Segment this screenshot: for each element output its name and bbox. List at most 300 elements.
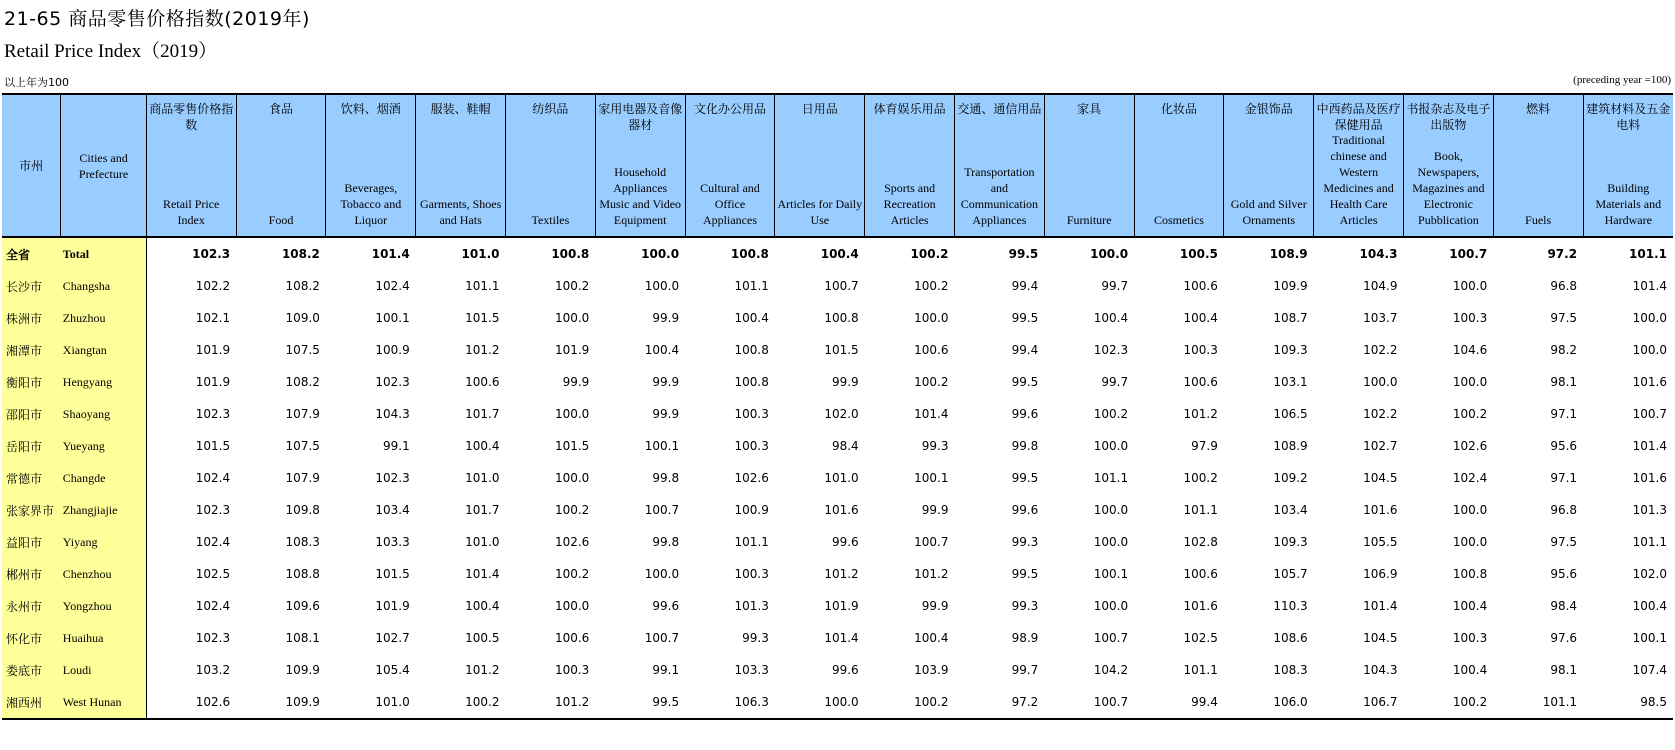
index-value-cell: 101.5 bbox=[465, 311, 500, 325]
index-value-cell: 97.5 bbox=[1550, 311, 1578, 325]
table-row bbox=[2, 686, 1673, 719]
index-value-cell: 99.7 bbox=[1011, 663, 1039, 677]
index-value-cell: 101.1 bbox=[1493, 686, 1583, 719]
index-value-cell: 98.9 bbox=[1011, 631, 1039, 645]
column-header bbox=[146, 94, 236, 237]
column-header-cn: 燃料 bbox=[1526, 102, 1551, 116]
index-value-cell: 102.7 bbox=[375, 631, 410, 645]
index-value-cell: 99.5 bbox=[1011, 311, 1039, 325]
index-value-cell: 101.1 bbox=[1183, 503, 1218, 517]
column-header-cn: 化妆品 bbox=[1160, 102, 1197, 116]
table-row bbox=[2, 398, 1673, 430]
index-value-cell: 96.8 bbox=[1550, 279, 1578, 293]
index-value-cell: 101.9 bbox=[824, 599, 859, 613]
index-value-cell: 109.9 bbox=[285, 663, 320, 677]
index-value-cell: 102.6 bbox=[734, 471, 769, 485]
column-header bbox=[1403, 94, 1493, 237]
index-value-cell: 100.2 bbox=[865, 686, 955, 719]
index-value-cell: 104.6 bbox=[1452, 343, 1488, 357]
table-body bbox=[2, 237, 1673, 719]
index-value-cell: 99.6 bbox=[831, 663, 859, 677]
column-header bbox=[1493, 94, 1583, 237]
column-header bbox=[775, 94, 865, 237]
index-value-cell: 100.7 bbox=[1632, 407, 1667, 421]
index-value-cell: 100.0 bbox=[641, 247, 680, 261]
index-value-cell: 109.3 bbox=[1273, 343, 1308, 357]
index-value-cell: 100.8 bbox=[734, 343, 769, 357]
index-value-cell: 101.1 bbox=[1629, 247, 1667, 261]
table-row bbox=[2, 494, 1673, 526]
index-value-cell: 109.3 bbox=[1273, 535, 1308, 549]
index-value-cell: 106.7 bbox=[1314, 686, 1404, 719]
index-value-cell: 108.2 bbox=[285, 279, 320, 293]
column-header bbox=[954, 94, 1044, 237]
index-value-cell: 100.5 bbox=[1179, 247, 1218, 261]
index-value-cell: 102.6 bbox=[554, 535, 590, 549]
column-header bbox=[1224, 94, 1314, 237]
index-value-cell: 102.4 bbox=[1452, 471, 1488, 485]
column-header-cn: 商品零售价格指数 bbox=[149, 102, 234, 132]
region-name-en: Changde bbox=[61, 462, 147, 494]
index-value-cell: 108.1 bbox=[285, 631, 320, 645]
index-value-cell: 103.3 bbox=[734, 663, 769, 677]
index-value-cell: 101.1 bbox=[734, 279, 769, 293]
index-value-cell: 100.7 bbox=[1093, 631, 1129, 645]
region-name-en: Yongzhou bbox=[61, 590, 147, 622]
index-value-cell: 101.5 bbox=[195, 439, 231, 453]
index-value-cell: 100.7 bbox=[644, 503, 680, 517]
index-value-cell: 100.2 bbox=[416, 686, 506, 719]
region-name-en: Zhangjiajie bbox=[61, 494, 147, 526]
column-header bbox=[1044, 94, 1134, 237]
index-value-cell: 100.0 bbox=[1452, 535, 1488, 549]
index-value-cell: 101.0 bbox=[465, 535, 500, 549]
region-name-en: Zhuzhou bbox=[61, 302, 147, 334]
index-value-cell: 109.9 bbox=[236, 686, 326, 719]
header-region-en bbox=[61, 94, 147, 237]
index-value-cell: 100.0 bbox=[1632, 311, 1667, 325]
index-value-cell: 100.3 bbox=[554, 663, 590, 677]
index-value-cell: 99.9 bbox=[562, 375, 590, 389]
index-value-cell: 100.0 bbox=[1363, 375, 1398, 389]
index-value-cell: 100.6 bbox=[465, 375, 500, 389]
column-header-en: Beverages, Tobacco and Liquor bbox=[340, 181, 402, 227]
table-row bbox=[2, 590, 1673, 622]
index-value-cell: 104.5 bbox=[1363, 631, 1398, 645]
index-value-cell: 97.1 bbox=[1550, 471, 1578, 485]
column-header-en: Traditional chinese and Western Medicines and Health Care Articles bbox=[1323, 133, 1394, 227]
index-value-cell: 102.4 bbox=[195, 599, 231, 613]
index-value-cell: 99.6 bbox=[1011, 407, 1039, 421]
index-value-cell: 108.3 bbox=[1273, 663, 1308, 677]
index-value-cell: 100.4 bbox=[734, 311, 769, 325]
column-header bbox=[1314, 94, 1404, 237]
index-value-cell: 100.3 bbox=[1183, 343, 1218, 357]
index-value-cell: 101.0 bbox=[461, 247, 500, 261]
table-row bbox=[2, 558, 1673, 590]
column-header bbox=[685, 94, 775, 237]
index-value-cell: 100.6 bbox=[554, 631, 590, 645]
index-value-cell: 95.6 bbox=[1550, 439, 1578, 453]
header-row bbox=[2, 94, 1673, 237]
index-value-cell: 109.0 bbox=[285, 311, 320, 325]
header-region-en-label: Cities and Prefecture bbox=[78, 150, 129, 181]
index-value-cell: 100.6 bbox=[1183, 375, 1218, 389]
index-value-cell: 100.1 bbox=[1632, 631, 1667, 645]
index-value-cell: 102.2 bbox=[195, 279, 231, 293]
index-value-cell: 100.7 bbox=[824, 279, 859, 293]
table-row bbox=[2, 302, 1673, 334]
index-value-cell: 100.2 bbox=[910, 247, 949, 261]
index-value-cell: 104.9 bbox=[1363, 279, 1398, 293]
index-value-cell: 101.1 bbox=[465, 279, 500, 293]
index-value-cell: 100.4 bbox=[465, 599, 500, 613]
column-header-cn: 食品 bbox=[269, 102, 294, 116]
table-title-en: Retail Price Index（2019） bbox=[4, 41, 218, 62]
index-value-cell: 100.7 bbox=[1449, 247, 1488, 261]
index-value-cell: 101.5 bbox=[554, 439, 590, 453]
index-value-cell: 101.1 bbox=[1632, 535, 1667, 549]
region-name-en: Hengyang bbox=[61, 366, 147, 398]
index-value-cell: 97.2 bbox=[954, 686, 1044, 719]
index-value-cell: 101.2 bbox=[465, 343, 500, 357]
column-header-cn: 服装、鞋帽 bbox=[430, 102, 491, 116]
region-name-en: West Hunan bbox=[61, 686, 147, 719]
index-value-cell: 101.5 bbox=[824, 343, 859, 357]
index-value-cell: 100.2 bbox=[1403, 686, 1493, 719]
index-value-cell: 100.8 bbox=[730, 247, 769, 261]
index-value-cell: 102.3 bbox=[375, 375, 410, 389]
index-value-cell: 100.0 bbox=[1093, 439, 1129, 453]
column-header bbox=[865, 94, 955, 237]
index-value-cell: 106.5 bbox=[1273, 407, 1308, 421]
index-value-cell: 102.3 bbox=[192, 247, 231, 261]
column-header-cn: 纺织品 bbox=[532, 102, 569, 116]
index-value-cell: 98.4 bbox=[831, 439, 859, 453]
region-name-cn: 怀化市 bbox=[2, 622, 61, 654]
column-header bbox=[506, 94, 596, 237]
index-value-cell: 102.1 bbox=[195, 311, 231, 325]
index-value-cell: 101.0 bbox=[824, 471, 859, 485]
column-header-cn: 书报杂志及电子出版物 bbox=[1406, 102, 1491, 132]
index-value-cell: 100.0 bbox=[554, 471, 590, 485]
index-value-cell: 109.8 bbox=[285, 503, 320, 517]
index-value-cell: 110.3 bbox=[1273, 599, 1308, 613]
index-value-cell: 100.6 bbox=[914, 343, 949, 357]
index-value-cell: 102.7 bbox=[1363, 439, 1398, 453]
index-value-cell: 100.8 bbox=[551, 247, 590, 261]
index-value-cell: 100.4 bbox=[1632, 599, 1667, 613]
column-header-en: Gold and Silver Ornaments bbox=[1230, 197, 1307, 227]
index-value-cell: 102.4 bbox=[375, 279, 410, 293]
index-value-cell: 107.4 bbox=[1632, 663, 1667, 677]
index-value-cell: 108.2 bbox=[281, 247, 320, 261]
index-value-cell: 102.4 bbox=[195, 471, 231, 485]
index-value-cell: 101.4 bbox=[1632, 279, 1667, 293]
index-value-cell: 99.3 bbox=[1011, 535, 1039, 549]
column-header bbox=[416, 94, 506, 237]
index-value-cell: 97.2 bbox=[1547, 247, 1578, 261]
index-value-cell: 100.0 bbox=[1093, 535, 1129, 549]
index-value-cell: 101.4 bbox=[465, 567, 500, 581]
index-value-cell: 101.4 bbox=[1363, 599, 1398, 613]
column-header bbox=[1134, 94, 1224, 237]
index-value-cell: 101.6 bbox=[1632, 471, 1667, 485]
index-value-cell: 100.4 bbox=[465, 439, 500, 453]
region-name-cn: 全省 bbox=[2, 237, 61, 270]
index-value-cell: 106.3 bbox=[685, 686, 775, 719]
index-value-cell: 100.2 bbox=[1452, 407, 1488, 421]
column-header-cn: 文化办公用品 bbox=[693, 102, 766, 116]
index-value-cell: 102.2 bbox=[1363, 343, 1398, 357]
index-value-cell: 101.6 bbox=[1183, 599, 1218, 613]
index-value-cell: 107.9 bbox=[285, 407, 320, 421]
index-value-cell: 109.9 bbox=[1273, 279, 1308, 293]
index-value-cell: 104.3 bbox=[375, 407, 410, 421]
index-value-cell: 97.6 bbox=[1550, 631, 1578, 645]
index-value-cell: 100.0 bbox=[1632, 343, 1667, 357]
region-name-cn: 张家界市 bbox=[2, 494, 61, 526]
index-value-cell: 100.6 bbox=[1183, 279, 1218, 293]
index-value-cell: 102.0 bbox=[824, 407, 859, 421]
region-name-cn: 衡阳市 bbox=[2, 366, 61, 398]
index-value-cell: 99.6 bbox=[652, 599, 680, 613]
index-value-cell: 108.8 bbox=[285, 567, 320, 581]
region-name-cn: 常德市 bbox=[2, 462, 61, 494]
index-value-cell: 104.5 bbox=[1363, 471, 1398, 485]
index-value-cell: 99.3 bbox=[742, 631, 769, 645]
index-value-cell: 100.0 bbox=[644, 567, 680, 581]
table-row bbox=[2, 334, 1673, 366]
region-name-cn: 娄底市 bbox=[2, 654, 61, 686]
index-value-cell: 103.9 bbox=[914, 663, 949, 677]
index-value-cell: 100.2 bbox=[914, 279, 949, 293]
region-name-en: Huaihua bbox=[61, 622, 147, 654]
column-header-cn: 体育娱乐用品 bbox=[873, 102, 946, 116]
region-name-en: Chenzhou bbox=[61, 558, 147, 590]
index-value-cell: 102.2 bbox=[1363, 407, 1398, 421]
index-value-cell: 100.0 bbox=[1093, 503, 1129, 517]
table-row-total bbox=[2, 237, 1673, 270]
index-value-cell: 102.0 bbox=[1632, 567, 1667, 581]
index-value-cell: 108.2 bbox=[285, 375, 320, 389]
index-value-cell: 99.9 bbox=[921, 599, 949, 613]
index-value-cell: 108.3 bbox=[285, 535, 320, 549]
index-value-cell: 99.6 bbox=[1011, 503, 1039, 517]
index-value-cell: 107.9 bbox=[285, 471, 320, 485]
index-value-cell: 100.0 bbox=[1093, 599, 1129, 613]
index-value-cell: 100.3 bbox=[1452, 311, 1488, 325]
column-header-cn: 家具 bbox=[1077, 102, 1102, 116]
index-value-cell: 100.5 bbox=[465, 631, 500, 645]
index-value-cell: 100.7 bbox=[644, 631, 680, 645]
index-value-cell: 104.2 bbox=[1093, 663, 1129, 677]
index-value-cell: 101.1 bbox=[734, 535, 769, 549]
column-header-cn: 日用品 bbox=[801, 102, 838, 116]
index-value-cell: 98.2 bbox=[1550, 343, 1578, 357]
index-value-cell: 101.4 bbox=[824, 631, 859, 645]
index-value-cell: 103.4 bbox=[375, 503, 410, 517]
index-value-cell: 99.8 bbox=[652, 471, 680, 485]
index-value-cell: 101.1 bbox=[1093, 471, 1129, 485]
table-row bbox=[2, 366, 1673, 398]
column-header-en: Garments, Shoes and Hats bbox=[419, 197, 502, 227]
index-value-cell: 102.8 bbox=[1183, 535, 1218, 549]
index-value-cell: 101.1 bbox=[1183, 663, 1218, 677]
index-value-cell: 101.7 bbox=[465, 503, 500, 517]
index-value-cell: 100.0 bbox=[554, 311, 590, 325]
index-value-cell: 101.6 bbox=[824, 503, 859, 517]
index-value-cell: 100.1 bbox=[644, 439, 680, 453]
index-value-cell: 99.4 bbox=[1011, 279, 1039, 293]
region-name-en: Loudi bbox=[61, 654, 147, 686]
index-value-cell: 100.3 bbox=[734, 439, 769, 453]
column-header bbox=[326, 94, 416, 237]
index-value-cell: 100.4 bbox=[1452, 663, 1488, 677]
column-header-en: Book, Newspapers, Magazines and Electronic Pubblication bbox=[1412, 149, 1485, 227]
index-value-cell: 99.7 bbox=[1101, 279, 1129, 293]
index-value-cell: 100.2 bbox=[1183, 471, 1218, 485]
index-value-cell: 100.1 bbox=[1093, 567, 1129, 581]
index-value-cell: 99.5 bbox=[595, 686, 685, 719]
index-value-cell: 102.3 bbox=[195, 503, 231, 517]
region-name-cn: 湘潭市 bbox=[2, 334, 61, 366]
table-row bbox=[2, 430, 1673, 462]
index-value-cell: 107.5 bbox=[285, 439, 320, 453]
index-value-cell: 100.0 bbox=[1090, 247, 1129, 261]
column-header bbox=[236, 94, 326, 237]
column-header-en: Sports and Recreation Articles bbox=[883, 181, 936, 227]
region-name-en: Yiyang bbox=[61, 526, 147, 558]
index-value-cell: 103.4 bbox=[1273, 503, 1308, 517]
column-header-en: Building Materials and Hardware bbox=[1595, 181, 1662, 227]
region-name-cn: 永州市 bbox=[2, 590, 61, 622]
index-value-cell: 99.9 bbox=[652, 407, 680, 421]
index-value-cell: 101.9 bbox=[195, 375, 231, 389]
index-value-cell: 100.2 bbox=[914, 375, 949, 389]
column-header-cn: 建筑材料及五金电料 bbox=[1586, 102, 1671, 132]
index-value-cell: 99.1 bbox=[652, 663, 680, 677]
index-value-cell: 99.5 bbox=[1011, 471, 1039, 485]
table-row bbox=[2, 622, 1673, 654]
index-value-cell: 102.3 bbox=[375, 471, 410, 485]
index-value-cell: 100.0 bbox=[914, 311, 949, 325]
index-value-cell: 100.6 bbox=[1183, 567, 1218, 581]
column-header-cn: 交通、通信用品 bbox=[957, 102, 1042, 116]
index-value-cell: 100.9 bbox=[375, 343, 410, 357]
column-header-en: Textiles bbox=[531, 213, 570, 227]
column-header-en: Retail Price Index bbox=[163, 197, 220, 227]
index-value-cell: 105.7 bbox=[1273, 567, 1308, 581]
index-value-cell: 101.3 bbox=[734, 599, 769, 613]
index-value-cell: 101.5 bbox=[375, 567, 410, 581]
index-value-cell: 103.3 bbox=[375, 535, 410, 549]
region-name-cn: 长沙市 bbox=[2, 270, 61, 302]
index-value-cell: 102.5 bbox=[1183, 631, 1218, 645]
column-header-en: Household Appliances Music and Video Equipment bbox=[599, 165, 682, 227]
index-value-cell: 101.6 bbox=[1363, 503, 1398, 517]
index-value-cell: 100.4 bbox=[1452, 599, 1488, 613]
index-value-cell: 109.2 bbox=[1273, 471, 1308, 485]
index-value-cell: 101.2 bbox=[506, 686, 596, 719]
column-header-en: Food bbox=[268, 213, 294, 227]
index-value-cell: 101.2 bbox=[914, 567, 949, 581]
index-value-cell: 101.6 bbox=[1632, 375, 1667, 389]
index-value-cell: 100.8 bbox=[1452, 567, 1488, 581]
index-value-cell: 98.5 bbox=[1583, 686, 1673, 719]
index-value-cell: 99.4 bbox=[1134, 686, 1224, 719]
column-header-cn: 中西药品及医疗保健用品 bbox=[1316, 102, 1401, 132]
index-value-cell: 99.7 bbox=[1101, 375, 1129, 389]
index-value-cell: 100.4 bbox=[914, 631, 949, 645]
index-value-cell: 100.2 bbox=[554, 503, 590, 517]
index-value-cell: 107.5 bbox=[285, 343, 320, 357]
index-value-cell: 101.2 bbox=[465, 663, 500, 677]
index-value-cell: 99.5 bbox=[1011, 375, 1039, 389]
region-name-en: Xiangtan bbox=[61, 334, 147, 366]
index-value-cell: 100.4 bbox=[1183, 311, 1218, 325]
table-row bbox=[2, 270, 1673, 302]
index-value-cell: 105.5 bbox=[1363, 535, 1398, 549]
index-value-cell: 102.5 bbox=[195, 567, 231, 581]
index-value-cell: 97.9 bbox=[1191, 439, 1218, 453]
index-value-cell: 99.3 bbox=[1011, 599, 1039, 613]
index-value-cell: 105.4 bbox=[375, 663, 410, 677]
index-value-cell: 99.1 bbox=[382, 439, 410, 453]
region-name-cn: 株洲市 bbox=[2, 302, 61, 334]
region-name-en: Yueyang bbox=[61, 430, 147, 462]
index-value-cell: 101.7 bbox=[465, 407, 500, 421]
table-header bbox=[2, 94, 1673, 237]
index-value-cell: 100.1 bbox=[375, 311, 410, 325]
index-value-cell: 100.4 bbox=[1093, 311, 1129, 325]
index-value-cell: 100.1 bbox=[914, 471, 949, 485]
header-region-cn bbox=[2, 94, 61, 237]
index-value-cell: 95.6 bbox=[1550, 567, 1578, 581]
index-value-cell: 103.7 bbox=[1363, 311, 1398, 325]
index-value-cell: 98.4 bbox=[1550, 599, 1578, 613]
column-header-en: Articles for Daily Use bbox=[777, 197, 863, 227]
index-value-cell: 108.9 bbox=[1269, 247, 1308, 261]
column-header-en: Transportation and Communication Appliances bbox=[960, 165, 1039, 227]
index-value-cell: 99.8 bbox=[652, 535, 680, 549]
region-name-en: Changsha bbox=[61, 270, 147, 302]
index-value-cell: 99.9 bbox=[652, 311, 680, 325]
index-value-cell: 99.8 bbox=[1011, 439, 1039, 453]
index-value-cell: 101.4 bbox=[914, 407, 949, 421]
index-value-cell: 102.6 bbox=[1452, 439, 1488, 453]
region-name-en: Total bbox=[61, 237, 147, 270]
index-value-cell: 102.3 bbox=[1093, 343, 1129, 357]
index-value-cell: 100.0 bbox=[775, 686, 865, 719]
column-header-cn: 金银饰品 bbox=[1244, 102, 1293, 116]
index-value-cell: 101.4 bbox=[371, 247, 410, 261]
index-value-cell: 99.5 bbox=[1011, 567, 1039, 581]
region-name-cn: 郴州市 bbox=[2, 558, 61, 590]
index-value-cell: 100.0 bbox=[1452, 375, 1488, 389]
index-value-cell: 100.2 bbox=[554, 567, 590, 581]
index-value-cell: 98.1 bbox=[1550, 375, 1578, 389]
column-header bbox=[595, 94, 685, 237]
table-row bbox=[2, 654, 1673, 686]
index-value-cell: 100.0 bbox=[554, 599, 590, 613]
region-name-cn: 湘西州 bbox=[2, 686, 61, 719]
index-value-cell: 108.9 bbox=[1273, 439, 1308, 453]
column-header-en: Furniture bbox=[1066, 213, 1112, 227]
index-value-cell: 100.9 bbox=[734, 503, 769, 517]
index-value-cell: 99.9 bbox=[652, 375, 680, 389]
index-value-cell: 106.0 bbox=[1224, 686, 1314, 719]
